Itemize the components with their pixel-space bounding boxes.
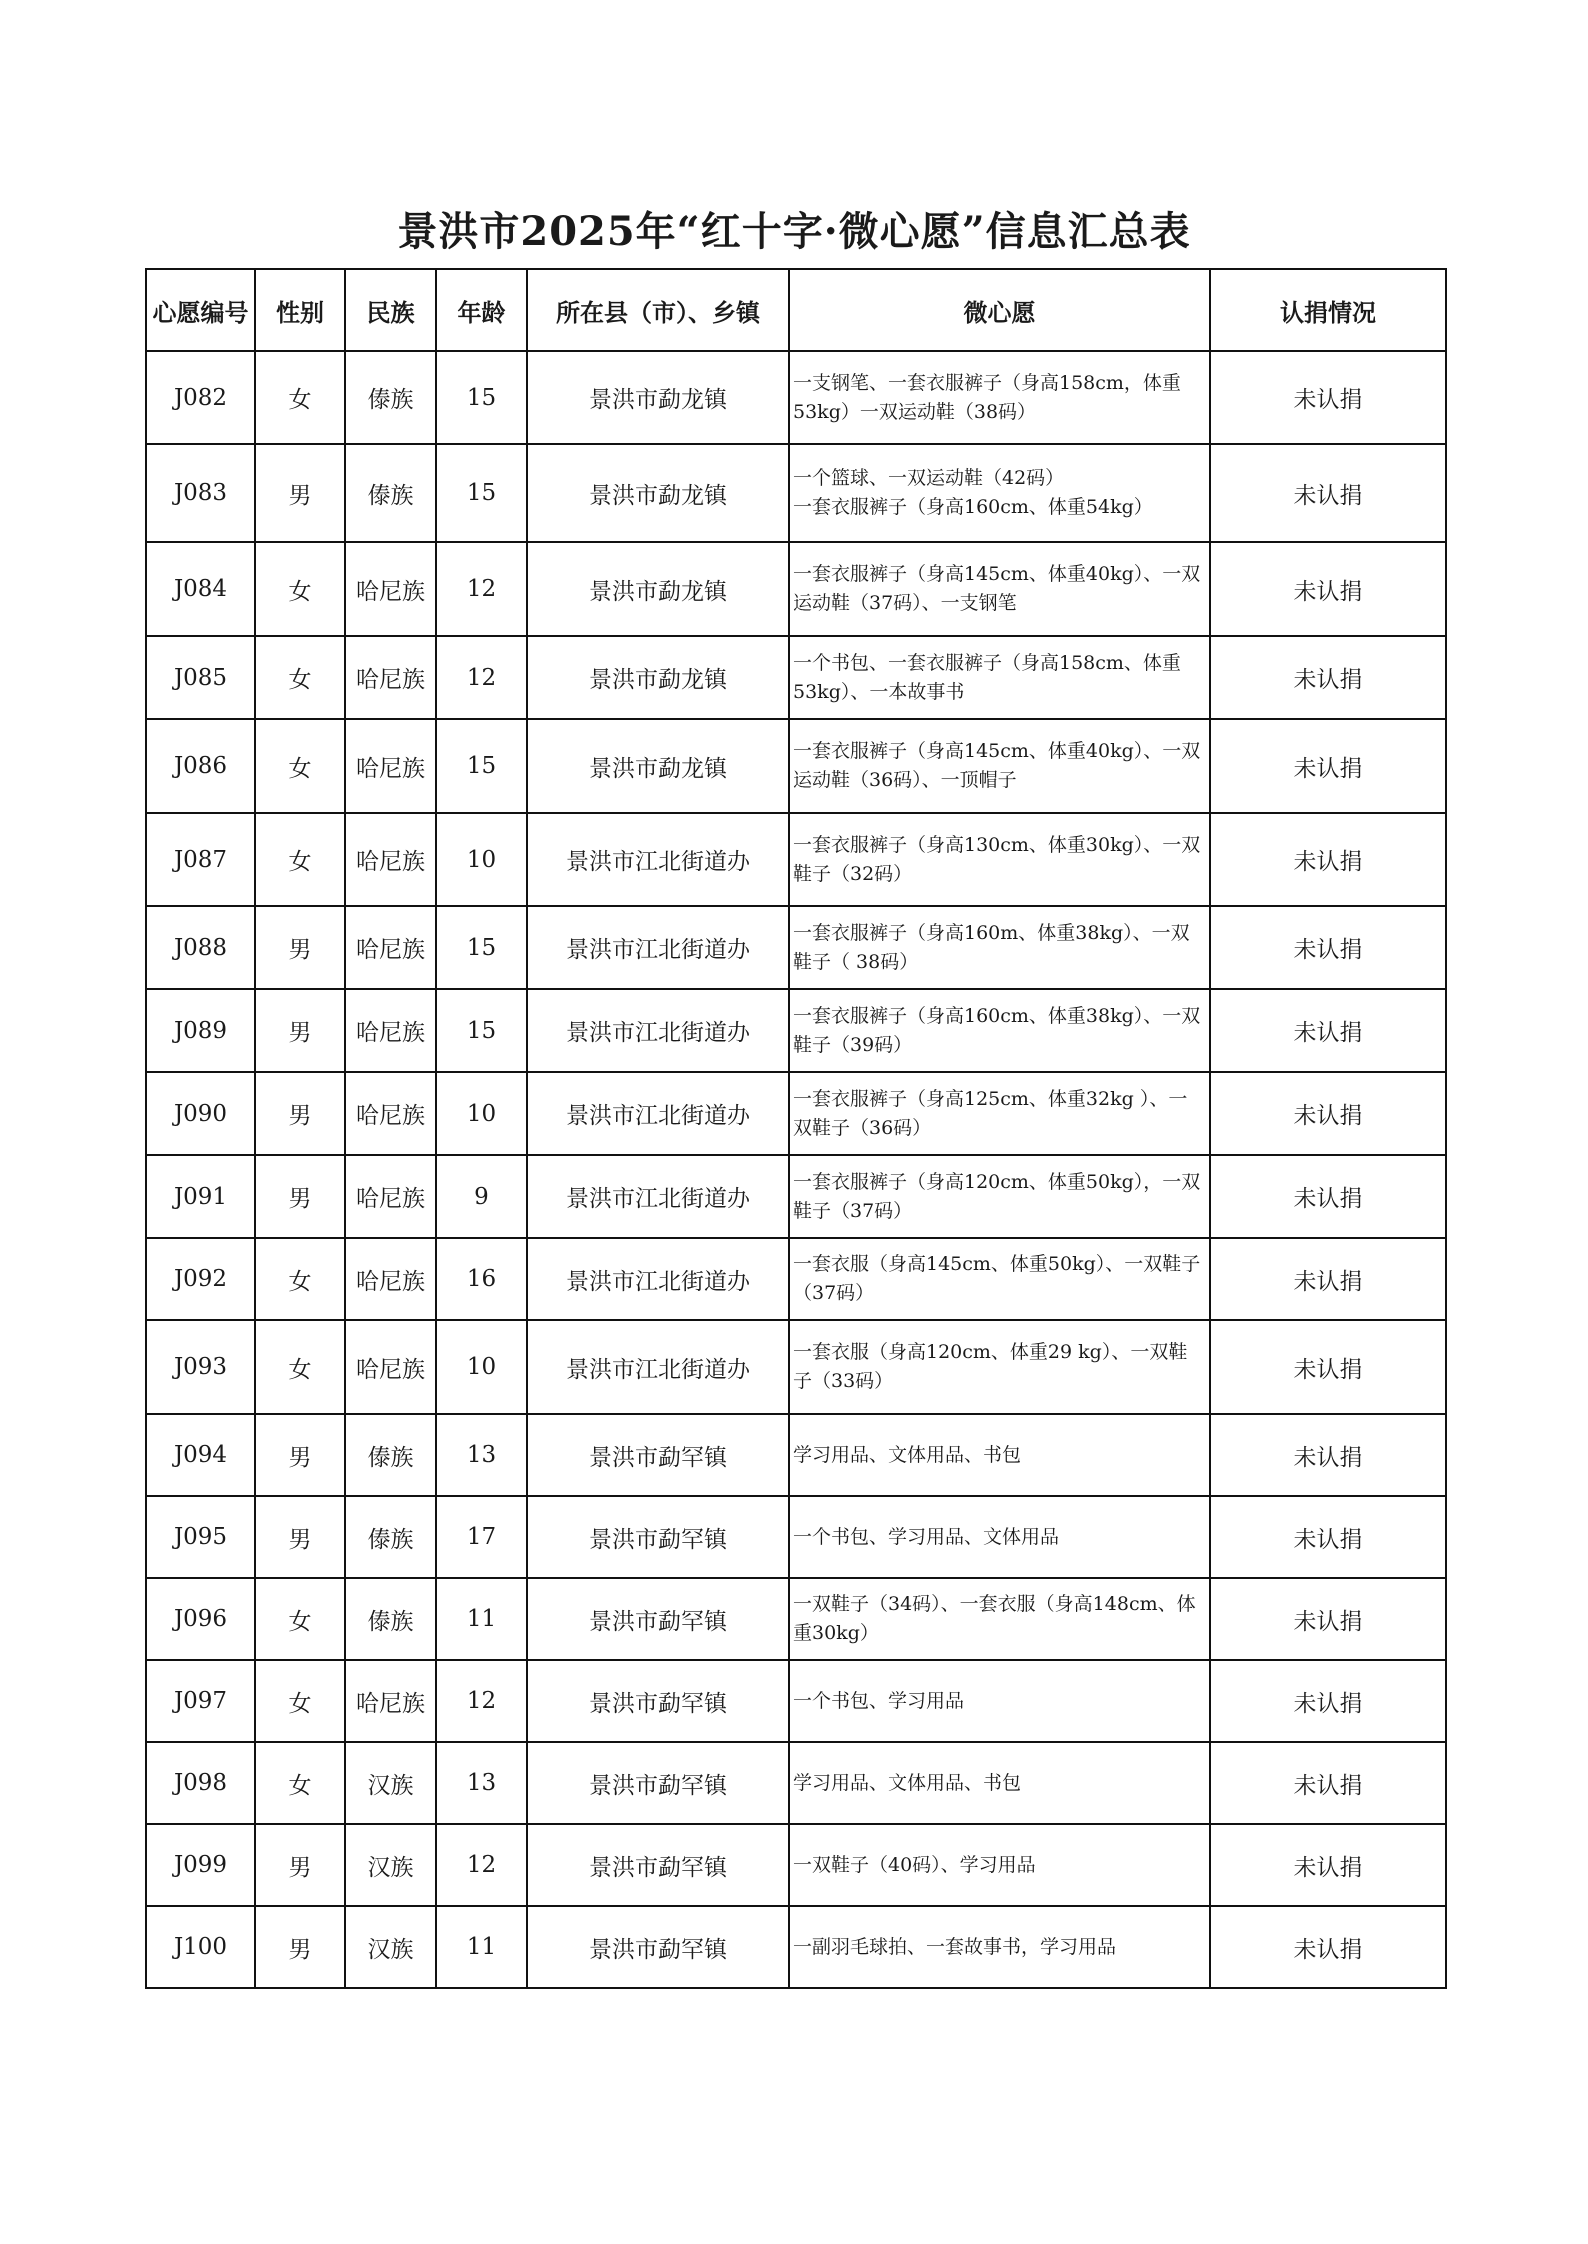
cell-wish-id: J085 — [146, 636, 255, 719]
table-row — [146, 351, 1446, 444]
cell-ethnicity: 哈尼族 — [345, 813, 436, 906]
cell-age: 12 — [436, 542, 527, 636]
cell-age: 12 — [436, 1824, 527, 1906]
cell-donation-status: 未认捐 — [1210, 351, 1446, 444]
cell-wish-id: J086 — [146, 719, 255, 813]
cell-ethnicity: 哈尼族 — [345, 636, 436, 719]
cell-wish-id: J093 — [146, 1320, 255, 1414]
cell-donation-status: 未认捐 — [1210, 1578, 1446, 1660]
cell-ethnicity: 哈尼族 — [345, 1155, 436, 1238]
cell-age: 17 — [436, 1496, 527, 1578]
cell-location: 景洪市江北街道办 — [527, 813, 789, 906]
cell-ethnicity: 傣族 — [345, 1414, 436, 1496]
table-body — [146, 351, 1446, 1988]
cell-wish: 学习用品、文体用品、书包 — [789, 1414, 1210, 1496]
cell-age: 9 — [436, 1155, 527, 1238]
cell-ethnicity: 哈尼族 — [345, 906, 436, 989]
header-donation-status: 认捐情况 — [1210, 269, 1446, 351]
cell-location: 景洪市江北街道办 — [527, 989, 789, 1072]
cell-wish-id: J099 — [146, 1824, 255, 1906]
cell-donation-status: 未认捐 — [1210, 813, 1446, 906]
header-wish-id: 心愿编号 — [146, 269, 255, 351]
cell-ethnicity: 哈尼族 — [345, 1660, 436, 1742]
table-row — [146, 1414, 1446, 1496]
table-row — [146, 719, 1446, 813]
header-wish: 微心愿 — [789, 269, 1210, 351]
cell-gender: 女 — [255, 719, 345, 813]
header-gender: 性别 — [255, 269, 345, 351]
document-title: 景洪市2025年“红十字·微心愿”信息汇总表 — [397, 208, 1191, 255]
cell-wish-id: J095 — [146, 1496, 255, 1578]
table-row — [146, 906, 1446, 989]
cell-location: 景洪市勐龙镇 — [527, 542, 789, 636]
cell-ethnicity: 傣族 — [345, 351, 436, 444]
cell-wish: 一套衣服（身高120cm、体重29 kg）、一双鞋子（33码） — [789, 1320, 1210, 1414]
cell-gender: 女 — [255, 351, 345, 444]
cell-location: 景洪市勐龙镇 — [527, 636, 789, 719]
cell-ethnicity: 哈尼族 — [345, 1238, 436, 1320]
cell-gender: 男 — [255, 1414, 345, 1496]
cell-age: 10 — [436, 1320, 527, 1414]
cell-ethnicity: 哈尼族 — [345, 719, 436, 813]
cell-age: 13 — [436, 1414, 527, 1496]
cell-location: 景洪市江北街道办 — [527, 1320, 789, 1414]
cell-gender: 男 — [255, 1906, 345, 1988]
cell-gender: 男 — [255, 989, 345, 1072]
table-row — [146, 1660, 1446, 1742]
table-row — [146, 1742, 1446, 1824]
cell-wish: 一套衣服裤子（身高160m、体重38kg）、一双鞋子（ 38码） — [789, 906, 1210, 989]
cell-location: 景洪市江北街道办 — [527, 1072, 789, 1155]
cell-wish: 一个书包、一套衣服裤子（身高158cm、体重53kg）、一本故事书 — [789, 636, 1210, 719]
cell-wish-id: J096 — [146, 1578, 255, 1660]
cell-wish: 一个书包、学习用品、文体用品 — [789, 1496, 1210, 1578]
header-ethnicity: 民族 — [345, 269, 436, 351]
table-row — [146, 1824, 1446, 1906]
cell-wish: 一双鞋子（34码）、一套衣服（身高148cm、体重30kg） — [789, 1578, 1210, 1660]
cell-wish-id: J083 — [146, 444, 255, 542]
cell-donation-status: 未认捐 — [1210, 1072, 1446, 1155]
cell-donation-status: 未认捐 — [1210, 636, 1446, 719]
cell-location: 景洪市勐龙镇 — [527, 351, 789, 444]
cell-donation-status: 未认捐 — [1210, 719, 1446, 813]
cell-ethnicity: 哈尼族 — [345, 1320, 436, 1414]
cell-age: 15 — [436, 351, 527, 444]
table-row — [146, 542, 1446, 636]
cell-wish: 一个篮球、一双运动鞋（42码） 一套衣服裤子（身高160cm、体重54kg） — [789, 444, 1210, 542]
table-row — [146, 636, 1446, 719]
cell-donation-status: 未认捐 — [1210, 1660, 1446, 1742]
cell-ethnicity: 傣族 — [345, 1496, 436, 1578]
cell-donation-status: 未认捐 — [1210, 1414, 1446, 1496]
cell-age: 11 — [436, 1578, 527, 1660]
cell-donation-status: 未认捐 — [1210, 542, 1446, 636]
cell-age: 10 — [436, 1072, 527, 1155]
cell-location: 景洪市勐龙镇 — [527, 719, 789, 813]
header-age: 年龄 — [436, 269, 527, 351]
cell-location: 景洪市江北街道办 — [527, 1238, 789, 1320]
cell-location: 景洪市勐罕镇 — [527, 1414, 789, 1496]
cell-donation-status: 未认捐 — [1210, 1320, 1446, 1414]
cell-wish-id: J084 — [146, 542, 255, 636]
cell-age: 15 — [436, 989, 527, 1072]
cell-location: 景洪市勐罕镇 — [527, 1906, 789, 1988]
cell-age: 15 — [436, 719, 527, 813]
cell-ethnicity: 哈尼族 — [345, 1072, 436, 1155]
cell-gender: 女 — [255, 813, 345, 906]
cell-age: 12 — [436, 636, 527, 719]
table-header-row — [146, 269, 1446, 351]
cell-wish: 一套衣服裤子（身高145cm、体重40kg）、一双运动鞋（37码）、一支钢笔 — [789, 542, 1210, 636]
cell-location: 景洪市勐罕镇 — [527, 1660, 789, 1742]
cell-wish: 一套衣服（身高145cm、体重50kg）、一双鞋子（37码） — [789, 1238, 1210, 1320]
cell-ethnicity: 哈尼族 — [345, 542, 436, 636]
cell-wish: 学习用品、文体用品、书包 — [789, 1742, 1210, 1824]
cell-gender: 女 — [255, 1578, 345, 1660]
cell-wish-id: J090 — [146, 1072, 255, 1155]
cell-ethnicity: 哈尼族 — [345, 989, 436, 1072]
cell-age: 13 — [436, 1742, 527, 1824]
cell-wish: 一套衣服裤子（身高130cm、体重30kg）、一双鞋子（32码） — [789, 813, 1210, 906]
cell-gender: 女 — [255, 542, 345, 636]
cell-location: 景洪市江北街道办 — [527, 906, 789, 989]
table-row — [146, 444, 1446, 542]
cell-age: 16 — [436, 1238, 527, 1320]
cell-gender: 女 — [255, 1320, 345, 1414]
cell-age: 15 — [436, 444, 527, 542]
wish-summary-table — [145, 268, 1447, 1989]
cell-donation-status: 未认捐 — [1210, 444, 1446, 542]
cell-gender: 女 — [255, 1660, 345, 1742]
cell-age: 10 — [436, 813, 527, 906]
table-row — [146, 1578, 1446, 1660]
cell-wish-id: J087 — [146, 813, 255, 906]
cell-donation-status: 未认捐 — [1210, 1238, 1446, 1320]
cell-donation-status: 未认捐 — [1210, 1155, 1446, 1238]
cell-gender: 男 — [255, 1496, 345, 1578]
table-row — [146, 1072, 1446, 1155]
table-row — [146, 1155, 1446, 1238]
cell-wish: 一双鞋子（40码）、学习用品 — [789, 1824, 1210, 1906]
cell-wish-id: J091 — [146, 1155, 255, 1238]
cell-wish: 一副羽毛球拍、一套故事书，学习用品 — [789, 1906, 1210, 1988]
cell-wish: 一套衣服裤子（身高145cm、体重40kg）、一双运动鞋（36码）、一顶帽子 — [789, 719, 1210, 813]
cell-location: 景洪市勐罕镇 — [527, 1496, 789, 1578]
cell-ethnicity: 汉族 — [345, 1906, 436, 1988]
cell-wish-id: J088 — [146, 906, 255, 989]
cell-wish-id: J094 — [146, 1414, 255, 1496]
header-location: 所在县（市）、乡镇 — [527, 269, 789, 351]
table-row — [146, 813, 1446, 906]
cell-age: 12 — [436, 1660, 527, 1742]
cell-wish-id: J097 — [146, 1660, 255, 1742]
cell-ethnicity: 汉族 — [345, 1824, 436, 1906]
cell-location: 景洪市勐罕镇 — [527, 1578, 789, 1660]
cell-donation-status: 未认捐 — [1210, 1824, 1446, 1906]
cell-gender: 女 — [255, 1742, 345, 1824]
cell-age: 15 — [436, 906, 527, 989]
cell-location: 景洪市勐罕镇 — [527, 1824, 789, 1906]
cell-gender: 男 — [255, 444, 345, 542]
cell-gender: 女 — [255, 636, 345, 719]
cell-donation-status: 未认捐 — [1210, 1496, 1446, 1578]
cell-donation-status: 未认捐 — [1210, 906, 1446, 989]
cell-wish-id: J089 — [146, 989, 255, 1072]
table-row — [146, 1320, 1446, 1414]
cell-wish: 一支钢笔、一套衣服裤子（身高158cm，体重53kg）一双运动鞋（38码） — [789, 351, 1210, 444]
cell-wish: 一套衣服裤子（身高120cm、体重50kg），一双鞋子（37码） — [789, 1155, 1210, 1238]
cell-gender: 男 — [255, 1072, 345, 1155]
cell-ethnicity: 傣族 — [345, 1578, 436, 1660]
cell-wish: 一套衣服裤子（身高125cm、体重32kg ）、一双鞋子（36码） — [789, 1072, 1210, 1155]
table-row — [146, 1238, 1446, 1320]
cell-wish-id: J100 — [146, 1906, 255, 1988]
cell-gender: 男 — [255, 906, 345, 989]
cell-location: 景洪市江北街道办 — [527, 1155, 789, 1238]
table-row — [146, 1496, 1446, 1578]
cell-wish: 一个书包、学习用品 — [789, 1660, 1210, 1742]
cell-location: 景洪市勐龙镇 — [527, 444, 789, 542]
cell-ethnicity: 傣族 — [345, 444, 436, 542]
table-row — [146, 989, 1446, 1072]
cell-donation-status: 未认捐 — [1210, 1742, 1446, 1824]
cell-gender: 男 — [255, 1824, 345, 1906]
cell-ethnicity: 汉族 — [345, 1742, 436, 1824]
cell-wish-id: J092 — [146, 1238, 255, 1320]
cell-age: 11 — [436, 1906, 527, 1988]
cell-location: 景洪市勐罕镇 — [527, 1742, 789, 1824]
cell-gender: 男 — [255, 1155, 345, 1238]
cell-wish-id: J082 — [146, 351, 255, 444]
table-row — [146, 1906, 1446, 1988]
cell-wish-id: J098 — [146, 1742, 255, 1824]
cell-gender: 女 — [255, 1238, 345, 1320]
cell-donation-status: 未认捐 — [1210, 1906, 1446, 1988]
cell-wish: 一套衣服裤子（身高160cm、体重38kg）、一双鞋子（39码） — [789, 989, 1210, 1072]
cell-donation-status: 未认捐 — [1210, 989, 1446, 1072]
